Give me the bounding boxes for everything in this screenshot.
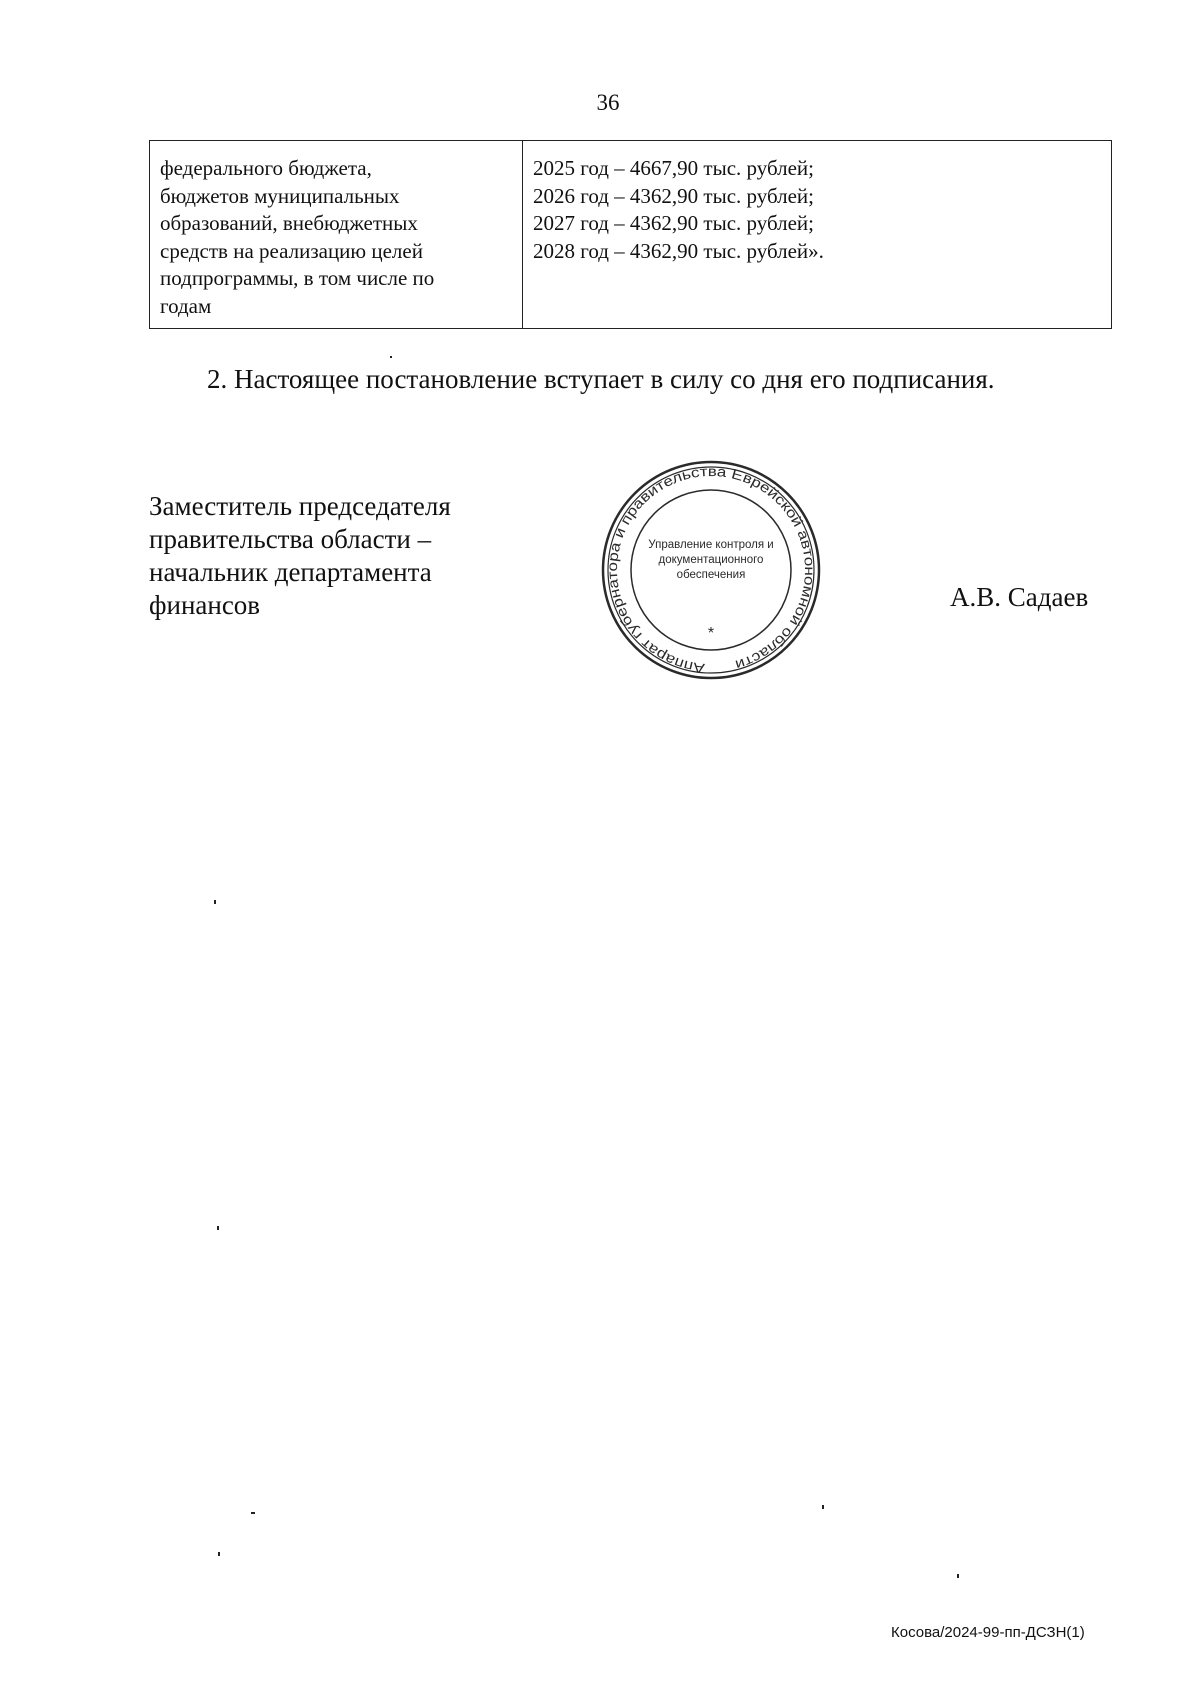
scan-speck — [218, 1552, 220, 1556]
clause-2: 2. Настоящее постановление вступает в силу со дня его подписания. — [207, 364, 995, 394]
table-cell-line: образований, внебюджетных — [160, 211, 418, 235]
table-cell-line: 2026 год – 4362,90 тыс. рублей; — [533, 183, 815, 208]
document-footer-code: Косова/2024-99-пп-ДСЗН(1) — [891, 1624, 1085, 1641]
scan-speck — [251, 1512, 255, 1514]
signer-position-line: правительства области – — [149, 524, 432, 554]
stamp-outer-text: Аппарат губернатора и правительства Еврейской автономной области — [603, 462, 819, 677]
signer-name: А.В. Садаев — [950, 582, 1089, 612]
table-cell-line: 2027 год – 4362,90 тыс. рублей; — [533, 211, 815, 235]
table-cell-line: средств на реализацию целей — [160, 238, 423, 263]
funding-table — [149, 140, 1112, 329]
stamp-inner-line: Управление контроля и — [648, 539, 774, 551]
table-cell-line: годам — [160, 293, 212, 318]
scan-speck — [822, 1505, 824, 1509]
table-cell-line: бюджетов муниципальных — [160, 183, 400, 208]
scan-speck — [390, 356, 392, 358]
page-number: 36 — [596, 90, 620, 115]
scan-speck — [217, 1226, 219, 1230]
table-row — [150, 141, 1112, 329]
signer-position-line: Заместитель председателя — [149, 491, 451, 521]
signer-position — [149, 490, 451, 622]
stamp-inner-line: документационного — [658, 554, 764, 566]
table-cell-line: федерального бюджета, — [160, 156, 372, 180]
stamp-inner-line: обеспечения — [676, 569, 746, 581]
signer-position-line: финансов — [149, 590, 261, 620]
table-cell-line: 2025 год – 4667,90 тыс. рублей; — [533, 156, 815, 180]
scan-speck — [214, 900, 216, 904]
scan-speck — [957, 1574, 959, 1578]
signer-position-line: начальник департамента — [149, 557, 432, 587]
table-cell-line: подпрограммы, в том числе по — [160, 266, 435, 290]
table-cell-line: 2028 год – 4362,90 тыс. рублей». — [533, 238, 824, 263]
stamp-star-icon: * — [707, 625, 715, 642]
official-stamp — [601, 460, 821, 680]
funding-sources-cell — [150, 141, 523, 329]
funding-amounts-cell — [523, 141, 1112, 329]
